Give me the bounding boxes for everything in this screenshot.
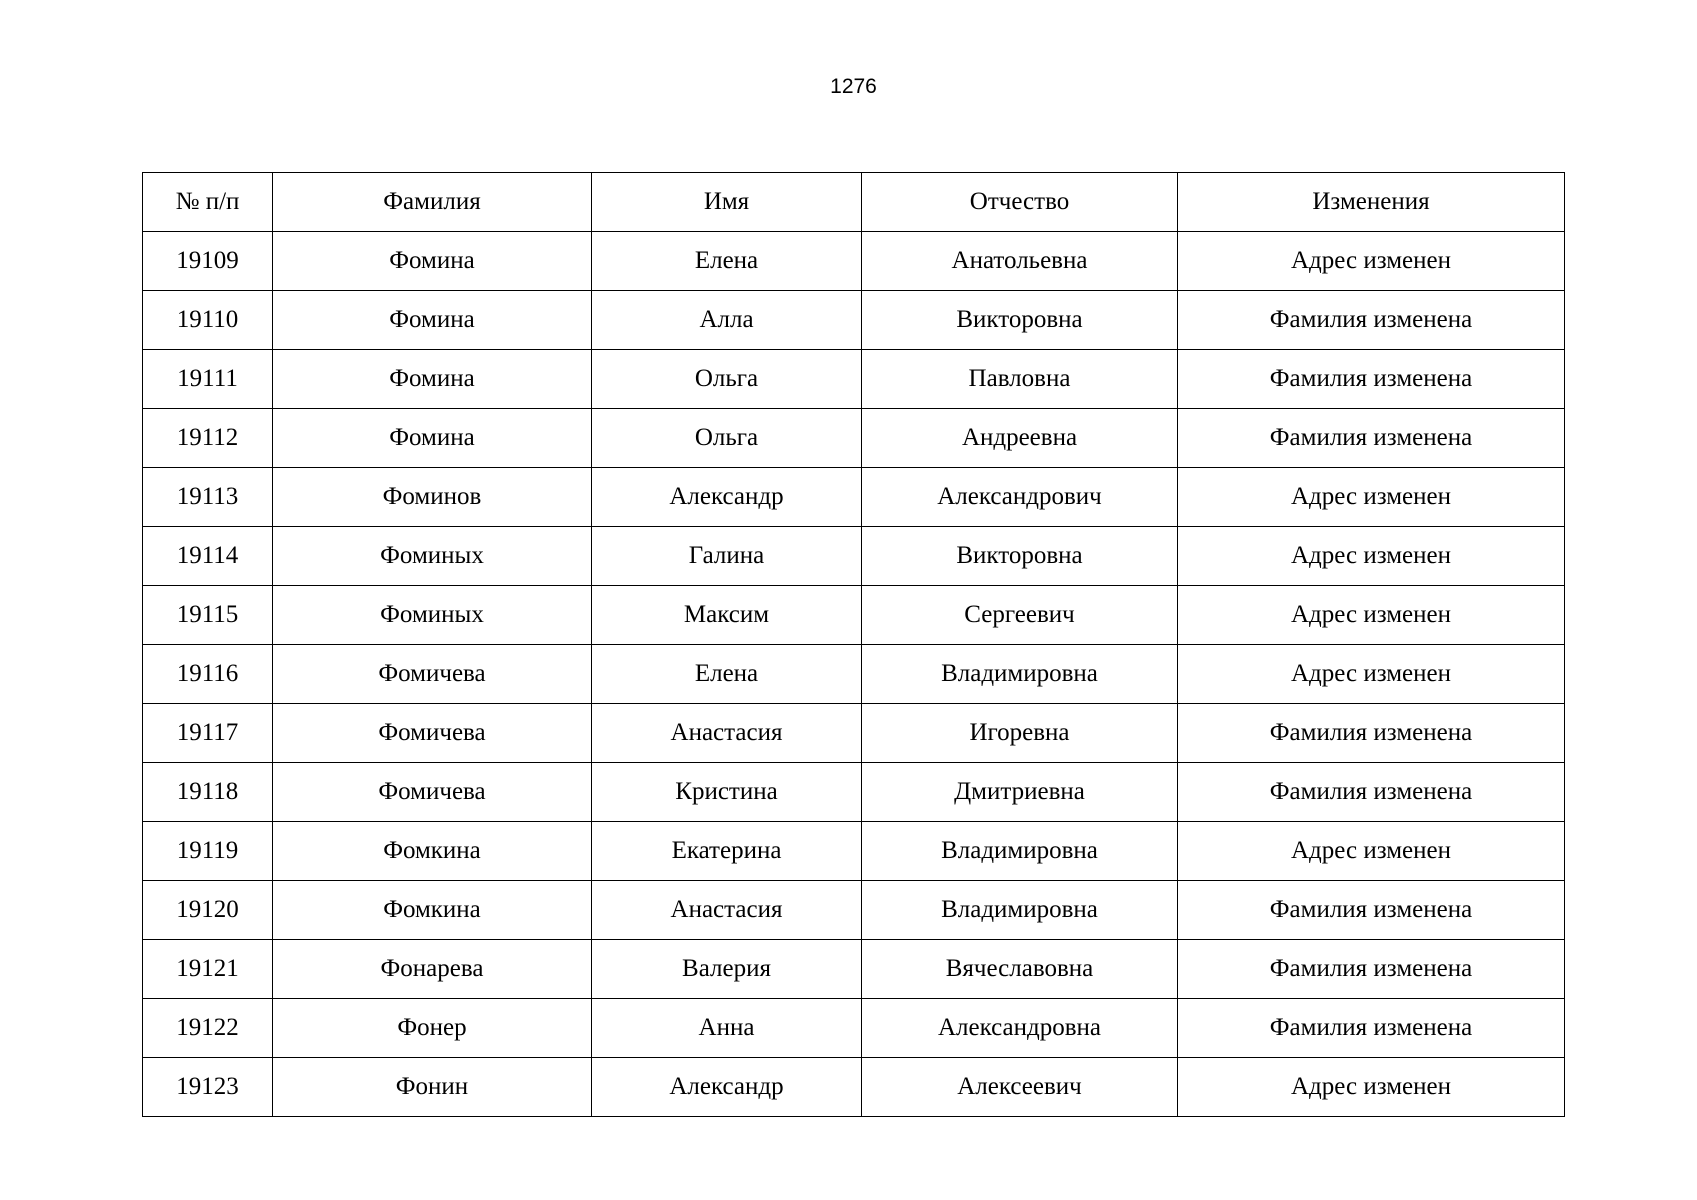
cell-number: 19120 xyxy=(143,881,273,940)
page-number: 1276 xyxy=(830,75,877,98)
cell-number: 19115 xyxy=(143,586,273,645)
table-row xyxy=(143,822,1565,881)
cell-name: Александр xyxy=(592,1058,862,1117)
cell-changes: Фамилия изменена xyxy=(1178,763,1565,822)
cell-changes: Фамилия изменена xyxy=(1178,350,1565,409)
cell-changes: Фамилия изменена xyxy=(1178,704,1565,763)
cell-number: 19117 xyxy=(143,704,273,763)
cell-surname: Фомкина xyxy=(273,822,592,881)
cell-number: 19119 xyxy=(143,822,273,881)
cell-changes: Адрес изменен xyxy=(1178,645,1565,704)
cell-surname: Фомичева xyxy=(273,704,592,763)
cell-name: Валерия xyxy=(592,940,862,999)
cell-surname: Фомина xyxy=(273,409,592,468)
table-row xyxy=(143,1058,1565,1117)
cell-changes: Фамилия изменена xyxy=(1178,940,1565,999)
header-changes: Изменения xyxy=(1178,173,1565,232)
register-table xyxy=(142,172,1565,1117)
cell-patronymic: Вячеславовна xyxy=(862,940,1178,999)
table-row xyxy=(143,527,1565,586)
cell-patronymic: Владимировна xyxy=(862,822,1178,881)
table-row xyxy=(143,468,1565,527)
cell-patronymic: Владимировна xyxy=(862,881,1178,940)
cell-surname: Фонарева xyxy=(273,940,592,999)
cell-changes: Фамилия изменена xyxy=(1178,999,1565,1058)
table-row xyxy=(143,409,1565,468)
cell-surname: Фонер xyxy=(273,999,592,1058)
table-row xyxy=(143,881,1565,940)
table-row xyxy=(143,586,1565,645)
cell-name: Ольга xyxy=(592,350,862,409)
cell-name: Максим xyxy=(592,586,862,645)
header-number: № п/п xyxy=(143,173,273,232)
cell-surname: Фомкина xyxy=(273,881,592,940)
table-row xyxy=(143,645,1565,704)
cell-name: Анастасия xyxy=(592,881,862,940)
cell-patronymic: Сергеевич xyxy=(862,586,1178,645)
cell-changes: Фамилия изменена xyxy=(1178,291,1565,350)
cell-surname: Фонин xyxy=(273,1058,592,1117)
cell-changes: Адрес изменен xyxy=(1178,527,1565,586)
cell-number: 19111 xyxy=(143,350,273,409)
table-row xyxy=(143,232,1565,291)
cell-name: Ольга xyxy=(592,409,862,468)
cell-name: Елена xyxy=(592,232,862,291)
cell-name: Елена xyxy=(592,645,862,704)
cell-number: 19122 xyxy=(143,999,273,1058)
cell-number: 19116 xyxy=(143,645,273,704)
cell-changes: Адрес изменен xyxy=(1178,1058,1565,1117)
cell-patronymic: Игоревна xyxy=(862,704,1178,763)
cell-number: 19112 xyxy=(143,409,273,468)
cell-changes: Фамилия изменена xyxy=(1178,409,1565,468)
cell-surname: Фоминов xyxy=(273,468,592,527)
cell-patronymic: Павловна xyxy=(862,350,1178,409)
cell-surname: Фомичева xyxy=(273,645,592,704)
cell-patronymic: Викторовна xyxy=(862,527,1178,586)
cell-patronymic: Андреевна xyxy=(862,409,1178,468)
cell-patronymic: Владимировна xyxy=(862,645,1178,704)
cell-number: 19109 xyxy=(143,232,273,291)
cell-patronymic: Дмитриевна xyxy=(862,763,1178,822)
cell-patronymic: Александровна xyxy=(862,999,1178,1058)
cell-name: Екатерина xyxy=(592,822,862,881)
table-row xyxy=(143,940,1565,999)
cell-number: 19118 xyxy=(143,763,273,822)
header-name: Имя xyxy=(592,173,862,232)
cell-number: 19110 xyxy=(143,291,273,350)
cell-changes: Фамилия изменена xyxy=(1178,881,1565,940)
cell-number: 19123 xyxy=(143,1058,273,1117)
cell-name: Кристина xyxy=(592,763,862,822)
cell-name: Анна xyxy=(592,999,862,1058)
cell-changes: Адрес изменен xyxy=(1178,822,1565,881)
table-row xyxy=(143,763,1565,822)
cell-surname: Фомина xyxy=(273,291,592,350)
cell-changes: Адрес изменен xyxy=(1178,232,1565,291)
cell-patronymic: Викторовна xyxy=(862,291,1178,350)
table-body xyxy=(143,232,1565,1117)
cell-number: 19113 xyxy=(143,468,273,527)
table-row xyxy=(143,291,1565,350)
table-row xyxy=(143,350,1565,409)
cell-patronymic: Алексеевич xyxy=(862,1058,1178,1117)
header-surname: Фамилия xyxy=(273,173,592,232)
table-row xyxy=(143,704,1565,763)
header-patronymic: Отчество xyxy=(862,173,1178,232)
cell-changes: Адрес изменен xyxy=(1178,586,1565,645)
cell-surname: Фоминых xyxy=(273,586,592,645)
cell-surname: Фомина xyxy=(273,350,592,409)
table-header-row xyxy=(143,173,1565,232)
cell-surname: Фоминых xyxy=(273,527,592,586)
cell-name: Галина xyxy=(592,527,862,586)
cell-name: Алла xyxy=(592,291,862,350)
cell-surname: Фомичева xyxy=(273,763,592,822)
cell-number: 19114 xyxy=(143,527,273,586)
cell-changes: Адрес изменен xyxy=(1178,468,1565,527)
table-row xyxy=(143,999,1565,1058)
cell-surname: Фомина xyxy=(273,232,592,291)
cell-patronymic: Александрович xyxy=(862,468,1178,527)
cell-patronymic: Анатольевна xyxy=(862,232,1178,291)
cell-name: Александр xyxy=(592,468,862,527)
cell-number: 19121 xyxy=(143,940,273,999)
cell-name: Анастасия xyxy=(592,704,862,763)
